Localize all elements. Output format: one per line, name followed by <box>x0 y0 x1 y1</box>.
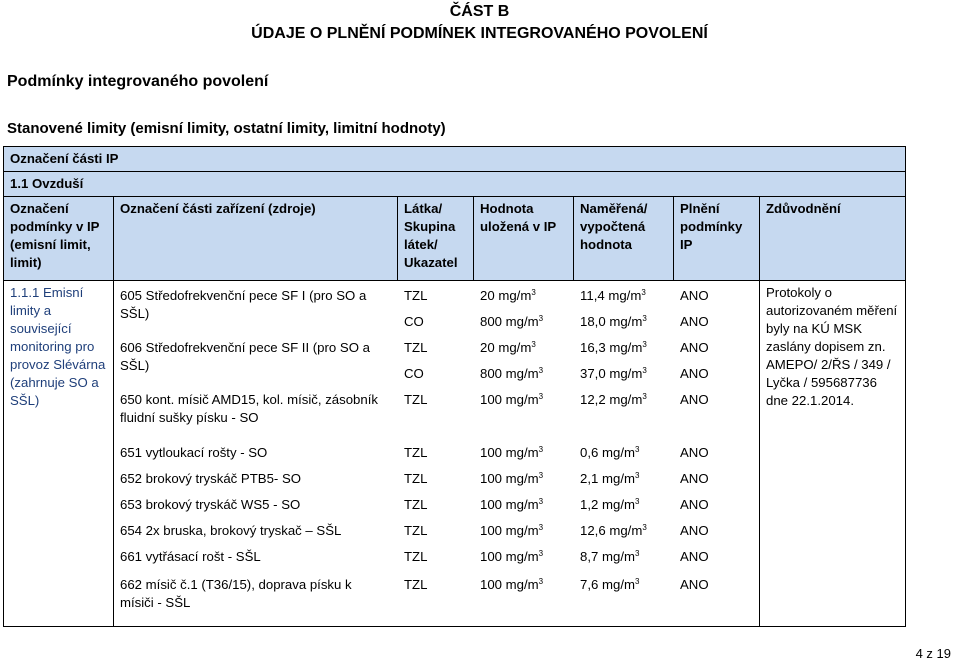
substance-value: TZL <box>404 445 428 460</box>
limit-value: 800 $mg/m^3$ <box>480 314 544 329</box>
limit-value: 100 $mg/m^3$ <box>480 497 544 512</box>
unit-exponent: 3 <box>538 577 544 586</box>
source-name: 662 mísič č.1 (T36/15), doprava písku k mísiči - SŠL <box>120 577 352 610</box>
source-name: 650 kont. mísič AMD15, kol. mísič, zásobník fluidní sušky písku - SO <box>120 392 378 425</box>
section-subtitle: Stanovené limity (emisní limity, ostatní limity, limitní hodnoty) <box>7 120 446 137</box>
fulfilment-value: ANO <box>680 471 709 486</box>
col-header-substance: Látka/ Skupina látek/ Ukazatel <box>398 197 474 281</box>
unit-exponent: 3 <box>634 549 640 558</box>
measured-value: 2,1 $mg/m^3$ <box>580 471 640 486</box>
unit-exponent: 3 <box>642 314 647 323</box>
measured-value: 11,4 $mg/m^3$ <box>580 288 646 303</box>
substance-value: TZL <box>404 392 428 407</box>
substance-value: TZL <box>404 340 428 355</box>
col-header-measured: Naměřená/ vypočtená hodnota <box>574 197 674 281</box>
col-header-condition: Označení podmínky v IP (emisní limit, limit) <box>4 197 114 281</box>
measured-value: 7,6 $mg/m^3$ <box>580 577 640 592</box>
unit-exponent: 3 <box>538 497 544 506</box>
fulfilment-value: ANO <box>680 314 709 329</box>
source-name: 652 brokový tryskáč PTB5- SO <box>120 471 302 486</box>
measured-value: 12,2 $mg/m^3$ <box>580 392 647 407</box>
col-header-value-ip: Hodnota uložená v IP <box>474 197 574 281</box>
unit-exponent: 3 <box>634 577 640 586</box>
col-header-justification: Zdůvodnění <box>760 197 906 281</box>
part-heading: ČÁST B <box>449 3 510 20</box>
fulfilment-value: ANO <box>680 445 709 460</box>
substance-value: TZL <box>404 497 428 512</box>
unit-exponent: 3 <box>634 445 640 454</box>
measured-value: 18,0 $mg/m^3$ <box>580 314 647 329</box>
part-label-cell: Označení části IP <box>4 147 906 172</box>
unit-exponent: 3 <box>642 523 647 532</box>
unit-exponent: 3 <box>634 471 640 480</box>
fulfilment-value: ANO <box>680 523 709 538</box>
unit-exponent: 3 <box>531 288 536 297</box>
unit-exponent: 3 <box>641 288 646 297</box>
limit-value: 20 $mg/m^3$ <box>480 340 536 355</box>
unit-exponent: 3 <box>538 471 544 480</box>
document-title: ÚDAJE O PLNĚNÍ PODMÍNEK INTEGROVANÉHO POVOLENÍ <box>251 25 708 42</box>
col-header-fulfilment: Plnění podmínky IP <box>674 197 760 281</box>
limit-value: 800 $mg/m^3$ <box>480 366 544 381</box>
limit-value: 100 $mg/m^3$ <box>480 392 544 407</box>
substance-value: CO <box>404 366 424 381</box>
fulfilment-value: ANO <box>680 340 709 355</box>
substance-value: TZL <box>404 288 428 303</box>
unit-exponent: 3 <box>538 392 544 401</box>
unit-exponent: 3 <box>634 497 640 506</box>
source-name: 651 vytloukací rošty - SO <box>120 445 268 460</box>
source-name: 605 Středofrekvenční pece SF I (pro SO a SŠL) <box>120 288 367 321</box>
limit-value: 100 $mg/m^3$ <box>480 523 544 538</box>
substance-value: TZL <box>404 471 428 486</box>
limit-value: 100 $mg/m^3$ <box>480 445 544 460</box>
unit-exponent: 3 <box>538 549 544 558</box>
fulfilment-value: ANO <box>680 497 709 512</box>
unit-exponent: 3 <box>531 340 536 349</box>
unit-exponent: 3 <box>538 523 544 532</box>
limits-table <box>3 146 906 627</box>
substance-value: TZL <box>404 577 428 592</box>
source-name: 653 brokový tryskáč WS5 - SO <box>120 497 301 512</box>
measured-value: 37,0 $mg/m^3$ <box>580 366 647 381</box>
limit-value: 100 $mg/m^3$ <box>480 471 544 486</box>
unit-exponent: 3 <box>642 366 647 375</box>
source-name: 606 Středofrekvenční pece SF II (pro SO a SŠL) <box>120 340 370 373</box>
measured-value: 16,3 $mg/m^3$ <box>580 340 647 355</box>
source-name: 654 2x bruska, brokový tryskač – SŠL <box>120 523 342 538</box>
fulfilment-value: ANO <box>680 392 709 407</box>
data-grid-cell <box>114 281 760 627</box>
justification-cell: Protokoly o autorizovaném měření byly na KÚ MSK zaslány dopisem zn. AMEPO/ 2/ŘS / 349 / Lyčka / 595687736 dne 22.1.2014. <box>760 281 906 627</box>
substance-value: CO <box>404 314 424 329</box>
measured-value: 0,6 $mg/m^3$ <box>580 445 640 460</box>
condition-cell: 1.1.1 Emisní limity a související monitoring pro provoz Slévárna (zahrnuje SO a SŠL) <box>4 281 114 627</box>
limit-value: 20 $mg/m^3$ <box>480 288 536 303</box>
measured-value: 8,7 $mg/m^3$ <box>580 549 640 564</box>
limit-value: 100 $mg/m^3$ <box>480 577 544 592</box>
substance-value: TZL <box>404 523 428 538</box>
part-value-cell: 1.1 Ovzduší <box>4 172 906 197</box>
fulfilment-value: ANO <box>680 288 709 303</box>
col-header-source: Označení části zařízení (zdroje) <box>114 197 398 281</box>
unit-exponent: 3 <box>642 392 647 401</box>
fulfilment-value: ANO <box>680 577 709 592</box>
measured-value: 1,2 $mg/m^3$ <box>580 497 640 512</box>
section-title: Podmínky integrovaného povolení <box>7 73 269 90</box>
fulfilment-value: ANO <box>680 366 709 381</box>
limit-value: 100 $mg/m^3$ <box>480 549 544 564</box>
unit-exponent: 3 <box>538 366 544 375</box>
unit-exponent: 3 <box>642 340 647 349</box>
data-grid <box>114 281 759 626</box>
page-number: 4 z 19 <box>915 646 951 661</box>
unit-exponent: 3 <box>538 314 544 323</box>
unit-exponent: 3 <box>538 445 544 454</box>
measured-value: 12,6 $mg/m^3$ <box>580 523 647 538</box>
source-name: 661 vytřásací rošt - SŠL <box>120 549 261 564</box>
fulfilment-value: ANO <box>680 549 709 564</box>
substance-value: TZL <box>404 549 428 564</box>
